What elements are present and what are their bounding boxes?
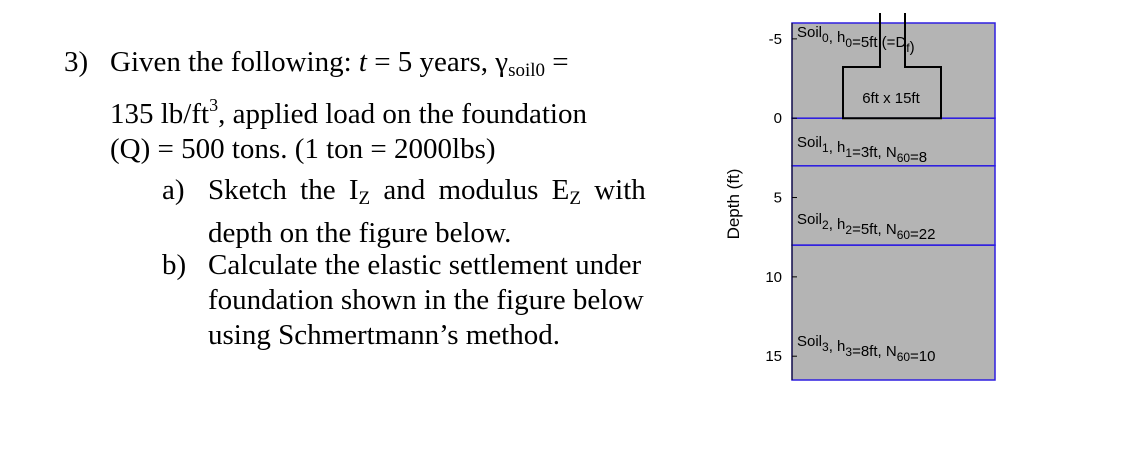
tick-label: -5 [768, 30, 782, 48]
layer-label-soil2: Soil$_2$, $h_2=5ft$, $N_{60}=22$ [797, 211, 936, 243]
soil-fill [792, 23, 995, 380]
foundation-size-label: 6ft x 15ft [862, 90, 920, 107]
part-a-label: a) [162, 174, 185, 206]
layer-label-soil0: Soil$_0$, $h_0=5ft$ $(=D_f)$ [797, 24, 915, 56]
tick-label: 15 [765, 348, 782, 366]
part-b-line-3: using Schmertmann’s method. [208, 319, 560, 351]
layer-label-soil3: Soil$_3$, $h_3=8ft$, $N_{60}=10$ [797, 333, 936, 365]
part-b-line-1: Calculate the elastic settlement under [208, 249, 642, 281]
layer-label-soil1: Soil$_1$, $h_1=3ft$, $N_{60}=8$ [797, 134, 928, 166]
tick-label: 0 [773, 110, 782, 128]
part-b-label: b) [162, 249, 187, 281]
question-line-1: Given the following: t = 5 years, $\gamma_{soil0}$ = [110, 46, 569, 81]
tick-label: 5 [773, 189, 782, 207]
part-a-line-2: depth on the figure below. [208, 217, 512, 249]
question-number: 3) [64, 46, 89, 78]
part-b-line-2: foundation shown in the figure below [208, 284, 644, 316]
tick-label: 10 [765, 268, 782, 286]
depth-axis-label: Depth (ft) [724, 168, 743, 240]
depth-axis [765, 23, 797, 380]
soil-layers [792, 23, 995, 380]
question-line-3: (Q) = 500 tons. (1 ton = 2000lbs) [110, 133, 496, 165]
part-a-line-1: Sketch the $I_Z$ and modulus $E_Z$ with [208, 174, 646, 209]
question-line-2: 135 $lb/ft^3$, applied load on the foundation [110, 95, 587, 130]
